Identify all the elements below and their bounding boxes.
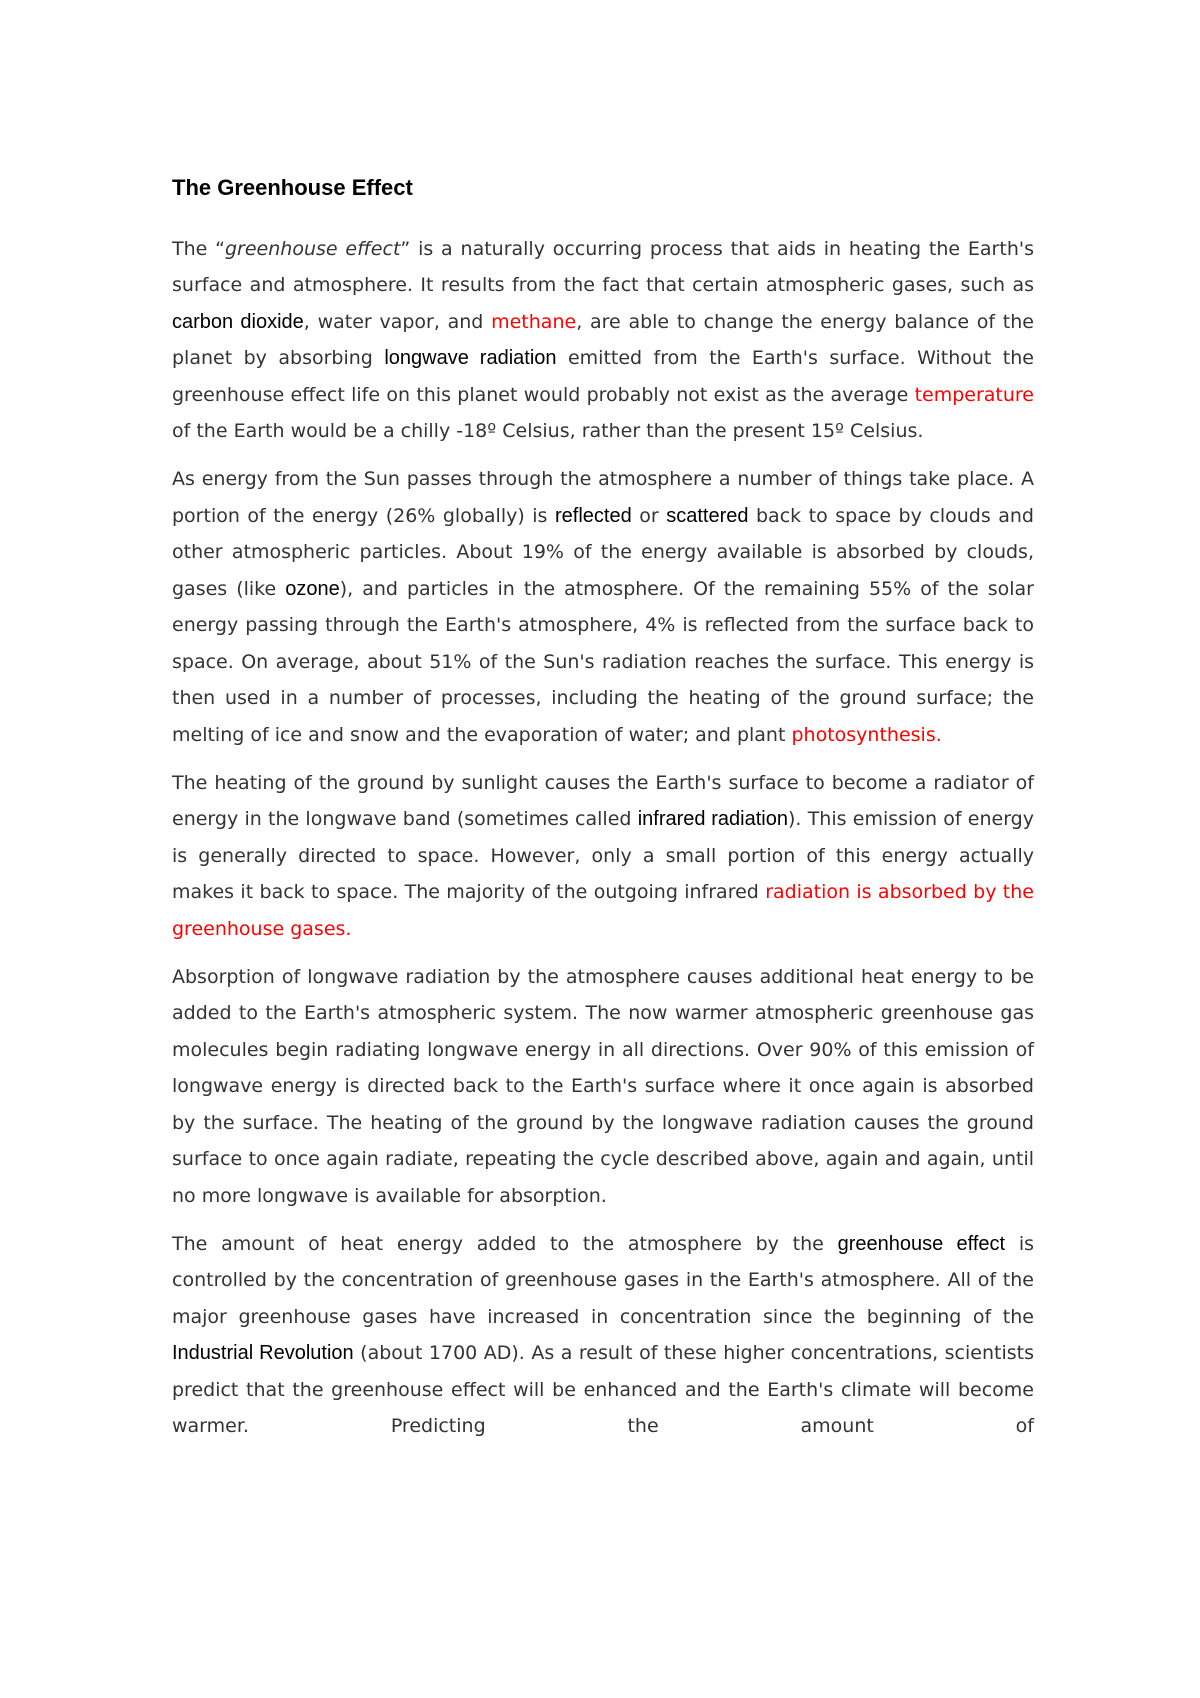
body-text: The amount of heat energy added to the atmosphere by the: [172, 1232, 838, 1255]
red-highlight-photosynthesis: photosynthesis.: [791, 723, 942, 746]
term-greenhouse-effect: greenhouse effect: [837, 1232, 1006, 1255]
term-reflected: reflected: [554, 504, 632, 527]
body-text: ” is a naturally occurring process that aids in heating the Earth's surface and atmosphere. It results from the fact that certain atmospheric gases, such as: [172, 237, 1034, 296]
body-text: ). This emission of energy is generally directed to space. However, only a small portion of this energy actually makes it back to space. The majority of the outgoing infrared: [172, 808, 1034, 903]
red-highlight-methane: methane: [491, 310, 577, 333]
body-text: of the Earth would be a chilly -18º Celsius, rather than the present 15º Celsius.: [172, 420, 924, 442]
red-highlight-absorbed: radiation is absorbed by the greenhouse gases.: [172, 881, 1034, 940]
term-scattered: scattered: [666, 504, 749, 527]
body-text: , water vapor, and: [303, 310, 492, 333]
term-carbon-dioxide: carbon dioxide: [172, 310, 304, 333]
paragraph-3: [172, 765, 1034, 948]
body-text: emitted from the Earth's surface. Without the greenhouse effect life on this planet would probably not exist as the average: [172, 347, 1034, 406]
body-text: As energy from the Sun passes through the atmosphere a number of things take place. A portion of the energy (26% globally) is: [172, 468, 1034, 527]
paragraph-1: [172, 231, 1034, 450]
italic-term: greenhouse effect: [225, 237, 401, 260]
body-text: back to space by clouds and other atmospheric particles. About 19% of the energy available is absorbed by clouds, gases (like: [172, 504, 1034, 600]
term-infrared-radiation: infrared radiation: [637, 808, 788, 830]
body-text: is controlled by the concentration of greenhouse gases in the Earth's atmosphere. All of the major greenhouse gases have increased in concentration since the beginning of the: [172, 1232, 1034, 1328]
document-body: [172, 170, 1034, 1456]
body-text: (about 1700 AD). As a result of these higher concentrations, scientists predict that the greenhouse effect will be enhanced and the Earth's climate will become warmer. Predicting the amount of: [172, 1342, 1034, 1437]
paragraph-2: [172, 461, 1034, 753]
red-highlight-temperature: temperature: [914, 383, 1034, 406]
paragraph-5: [172, 1226, 1034, 1445]
body-text: or: [631, 504, 667, 527]
paragraph-4: [172, 959, 1034, 1215]
body-text: The “: [172, 237, 225, 260]
term-longwave-radiation: longwave radiation: [384, 347, 557, 369]
body-text: ), and particles in the atmosphere. Of the remaining 55% of the solar energy passing through the Earth's atmosphere, 4% is reflected from the surface back to space. On average, about 51% of the Sun's radiation reaches the surface. This energy is then used in a number of processes, including the heating of the ground surface; the melting of ice and snow and the evaporation of water; and plant: [172, 577, 1034, 746]
term-ozone: ozone: [285, 577, 340, 600]
term-industrial-revolution: Industrial Revolution: [172, 1342, 354, 1364]
document-title: The Greenhouse Effect: [172, 175, 413, 200]
body-text: Absorption of longwave radiation by the atmosphere causes additional heat energy to be added to the Earth's atmospheric system. The now warmer atmospheric greenhouse gas molecules begin radiating longwave energy in all directions. Over 90% of this emission of longwave energy is directed back to the Earth's surface where it once again is absorbed by the surface. The heating of the ground by the longwave radiation causes the ground surface to once again radiate, repeating the cycle described above, again and again, until no more longwave is available for absorption.: [172, 965, 1034, 1207]
body-text: , are able to change the energy balance of the planet by absorbing: [172, 310, 1034, 369]
body-text: The heating of the ground by sunlight causes the Earth's surface to become a radiator of energy in the longwave band (sometimes called: [172, 771, 1034, 830]
